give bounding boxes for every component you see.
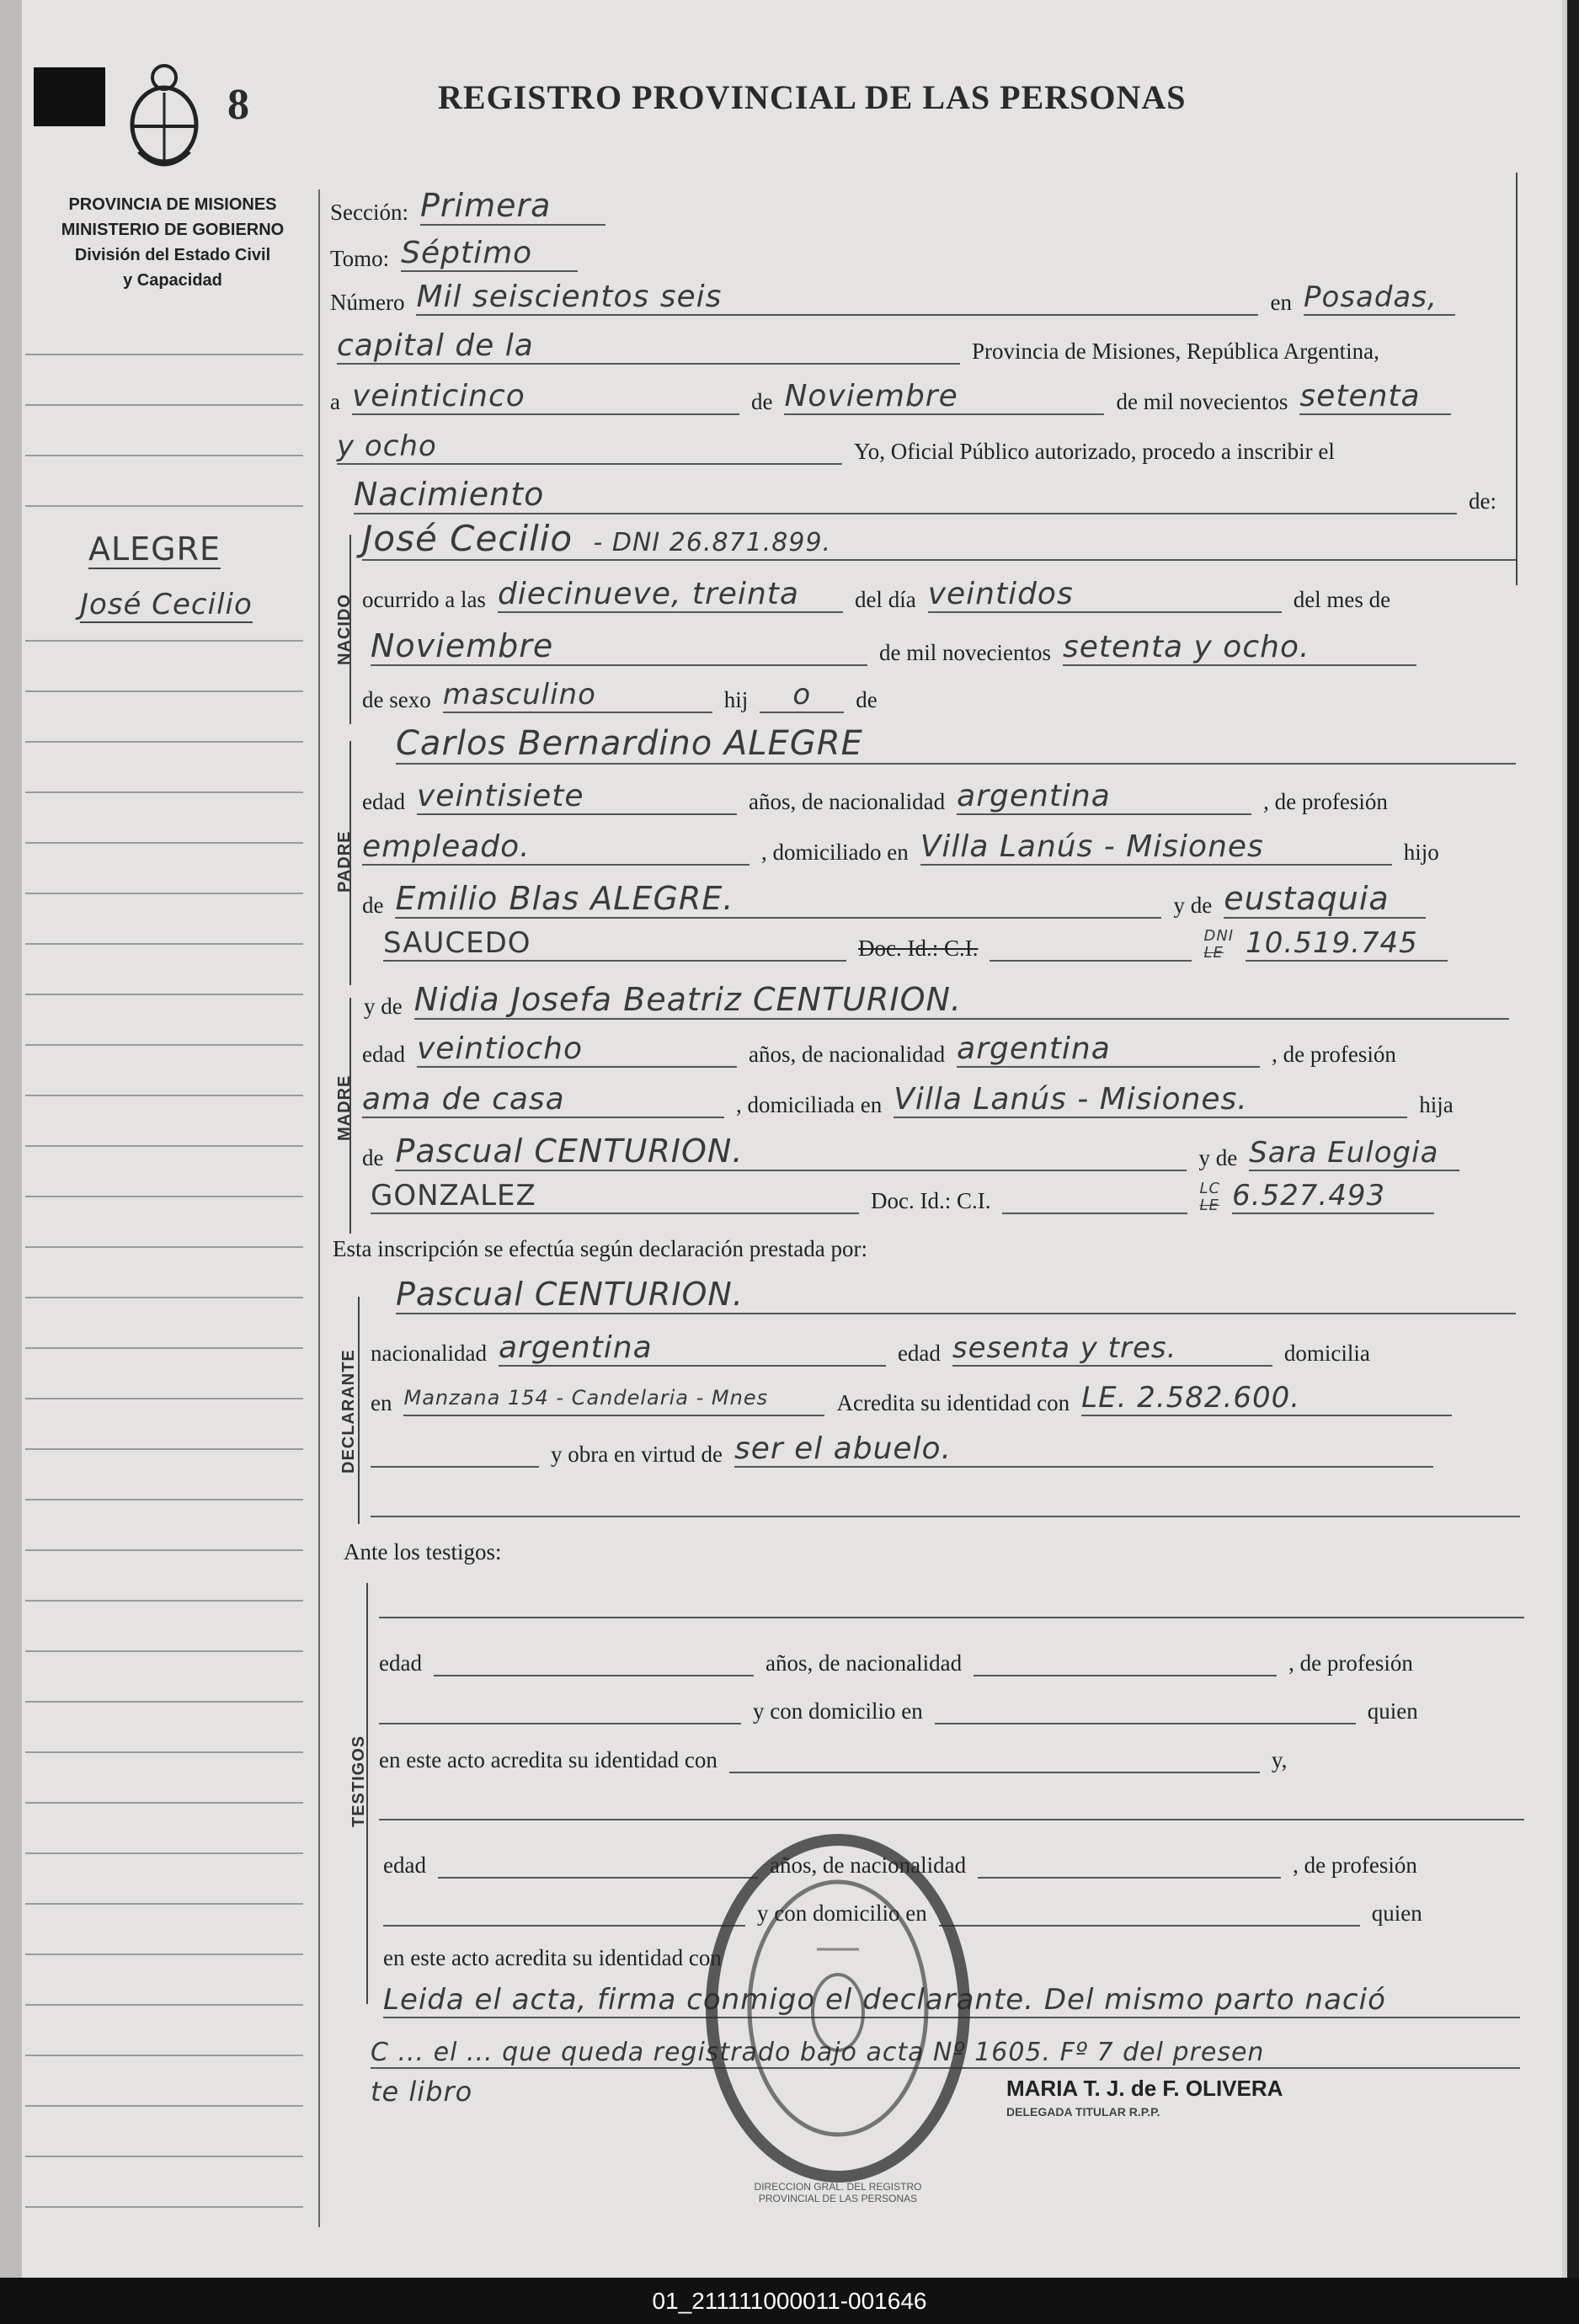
label-seccion: Sección: [330, 200, 408, 225]
official-seal-icon [699, 1823, 977, 2193]
declarante-end-line [371, 1516, 1520, 1517]
value-padre-profesion: empleado. [362, 829, 749, 866]
label-del-mes: del mes de [1293, 587, 1391, 612]
label-testigo2-quien: quien [1371, 1900, 1422, 1926]
label-padre-prof: , de profesión [1263, 789, 1388, 814]
value-declarante-domicilio: Manzana 154 - Candelaria - Mnes [403, 1386, 824, 1416]
label-declaracion: Esta inscripción se efectúa según declaración prestada por: [333, 1236, 867, 1261]
label-obra: y obra en virtud de [551, 1442, 723, 1467]
value-declarante-nombre: Pascual CENTURION. [396, 1276, 1516, 1314]
label-abuelo-paterno-de: de [362, 893, 384, 918]
label-a: a [330, 389, 340, 414]
institution-block [34, 192, 312, 293]
doc-tipo-lc: LC [1199, 1180, 1221, 1197]
row-testigo2-acredita [383, 1945, 722, 1971]
label-madre-edad: edad [362, 1042, 405, 1067]
signature-name: MARIA T. J. de F. OLIVERA [1006, 2076, 1283, 2101]
label-testigo1-prof: , de profesión [1288, 1650, 1413, 1676]
value-seccion: Primera [420, 187, 605, 226]
value-madre-profesion: ama de casa [362, 1082, 724, 1118]
value-madre-nombre: Nidia Josefa Beatriz CENTURION. [414, 981, 1509, 1020]
label-domicilia: domicilia [1283, 1341, 1370, 1366]
value-declarante-doc: LE. 2.582.600. [1081, 1381, 1452, 1416]
row-testigo1-acredita [379, 1743, 1287, 1773]
row-abuelo-materno [362, 1133, 1459, 1171]
label-de-padres: de [856, 687, 878, 712]
nota-linea-2: C ... el ... que queda registrado bajo acta Nº 1605. Fº 7 del presen [371, 2038, 1520, 2069]
row-seccion [330, 187, 605, 226]
value-abuela-materna: Sara Eulogia [1249, 1136, 1459, 1171]
testigo1-doc-blank [729, 1743, 1260, 1773]
section-padre: PADRE [335, 830, 354, 893]
row-acto [354, 476, 1496, 514]
institution-division: División del Estado Civil [74, 246, 271, 264]
row-testigo1-edad [379, 1646, 1413, 1676]
value-dia-inscripcion: veinticinco [352, 379, 739, 415]
row-abuelo-paterno [362, 880, 1426, 919]
label-acredita: Acredita su identidad con [836, 1390, 1070, 1415]
institution-ministry: MINISTERIO DE GOBIERNO [61, 221, 285, 239]
row-abuela-paterna [383, 926, 1448, 962]
archive-id: 01_211111000011-001646 [0, 2278, 1579, 2324]
label-madre-nac: años, de nacionalidad [748, 1042, 946, 1067]
label-testigo1-y: y, [1271, 1747, 1288, 1772]
label-declarante-nac: nacionalidad [371, 1341, 487, 1366]
label-tomo: Tomo: [330, 246, 390, 271]
row-declarante-virtud [371, 1431, 1433, 1468]
margin-surname: ALEGRE [88, 530, 221, 568]
value-mes-inscripcion: Noviembre [784, 379, 1104, 415]
value-padre-edad: veintisiete [417, 779, 737, 815]
value-anio-inscripcion-2: y ocho [337, 429, 842, 465]
section-nacido: NACIDO [335, 594, 354, 665]
value-declarante-virtud: ser el abuelo. [734, 1431, 1433, 1468]
value-tomo: Séptimo [401, 236, 578, 272]
value-dia-nacimiento: veintidos [928, 577, 1282, 613]
institution-capacity: y Capacidad [123, 271, 222, 290]
value-padre-nombre: Carlos Bernardino ALEGRE [396, 724, 1516, 765]
row-sexo [362, 678, 878, 713]
label-abuelo-materno-de: de [362, 1145, 384, 1170]
label-testigo1-acredita: en este acto acredita su identidad con [379, 1747, 717, 1772]
row-declaracion [333, 1236, 867, 1262]
label-ocurrido: ocurrido a las [362, 587, 486, 612]
value-madre-nacionalidad: argentina [957, 1031, 1260, 1068]
label-numero: Número [330, 290, 405, 315]
testigo2-prof-blank [383, 1896, 745, 1927]
value-madre-edad: veintiocho [417, 1031, 737, 1068]
value-numero: Mil seiscientos seis [416, 280, 1258, 316]
doc-materna-blank [1002, 1184, 1187, 1214]
row-nombre [362, 518, 1516, 561]
value-capital: capital de la [337, 328, 960, 365]
testigo2-line [379, 1819, 1524, 1820]
label-y-de-madre: y de [364, 994, 403, 1019]
row-testigo1-domicilio [379, 1694, 1418, 1724]
value-mes-nacimiento: Noviembre [371, 627, 867, 666]
label-doc-materna: Doc. Id.: C.I. [871, 1188, 991, 1213]
value-abuela-materna-doc-tipo [1199, 1181, 1220, 1214]
value-hij-suffix: o [760, 678, 844, 713]
label-de-mil-nac: de mil novecientos [879, 640, 1051, 665]
label-yo: Yo, Oficial Público autorizado, procedo a inscribir el [854, 439, 1335, 464]
label-testigo1-edad: edad [379, 1650, 422, 1676]
label-hij: hij [723, 687, 749, 712]
row-fecha-inscripcion [330, 379, 1451, 415]
row-hora [362, 577, 1390, 613]
label-abuela-paterna-y-de: y de [1173, 893, 1213, 918]
label-sexo: de sexo [362, 687, 431, 712]
label-declarante-en: en [371, 1390, 392, 1415]
row-oficial [337, 429, 1335, 465]
page-number: 8 [227, 81, 249, 129]
row-mes-nacimiento [371, 627, 1416, 666]
margin-given-name: José Cecilio [80, 588, 253, 621]
label-declarante-edad: edad [897, 1341, 941, 1366]
label-testigo1-quien: quien [1367, 1698, 1418, 1724]
value-declarante-nacionalidad: argentina [499, 1330, 886, 1367]
value-declarante-edad: sesenta y tres. [952, 1331, 1272, 1367]
label-testigo2-edad: edad [383, 1852, 426, 1878]
label-hija: hija [1419, 1092, 1454, 1117]
label-hijo: hijo [1403, 840, 1439, 865]
label-testigo2-prof: , de profesión [1293, 1852, 1417, 1878]
label-testigo2-dom: y con domicilio en [757, 1900, 927, 1926]
value-ciudad: Posadas, [1304, 280, 1455, 316]
row-madre-nombre [364, 981, 1509, 1020]
row-padre-profesion [362, 829, 1439, 866]
doc-paterna-blank [990, 931, 1192, 962]
label-abuela-materna-y-de: y de [1198, 1145, 1238, 1170]
testigo1-dom-blank [935, 1694, 1356, 1724]
row-numero [330, 280, 1455, 316]
label-testigo1-dom: y con domicilio en [753, 1698, 923, 1724]
value-nombre [362, 518, 1516, 561]
label-de-colon: de: [1469, 488, 1496, 514]
value-acto: Nacimiento [354, 476, 1457, 514]
row-ante-testigos [344, 1539, 502, 1565]
label-padre-edad: edad [362, 789, 405, 814]
row-padre-nombre [396, 724, 1516, 765]
official-seal-text: DIRECCION GRAL. DEL REGISTRO PROVINCIAL DE LAS PERSONAS [754, 2181, 922, 2204]
value-abuela-paterna: eustaquia [1224, 880, 1426, 919]
row-declarante-nombre [396, 1276, 1516, 1314]
section-madre: MADRE [335, 1074, 354, 1141]
row-madre-profesion [362, 1082, 1454, 1118]
row-padre-datos [362, 779, 1388, 815]
label-ante-testigos: Ante los testigos: [344, 1539, 502, 1564]
value-padre-nacionalidad: argentina [957, 779, 1251, 815]
label-padre-dom: , domiciliado en [761, 840, 909, 865]
value-anio-nacimiento: setenta y ocho. [1063, 630, 1416, 666]
page-title: REGISTRO PROVINCIAL DE LAS PERSONAS [438, 78, 1187, 116]
row-declarante-domicilio [371, 1381, 1452, 1416]
value-abuela-paterna-doc: 10.519.745 [1246, 926, 1448, 962]
value-abuela-materna-apellido: GONZALEZ [371, 1179, 859, 1214]
row-capital [337, 328, 1379, 365]
nota-linea-3: te libro [371, 2076, 473, 2108]
testigo1-edad-blank [434, 1646, 754, 1676]
label-provincia: Provincia de Misiones, República Argentina, [972, 338, 1379, 364]
label-doc-paterna: Doc. Id.: C.I. [858, 935, 979, 961]
value-abuela-paterna-doc-tipo [1203, 928, 1234, 962]
value-abuelo-materno: Pascual CENTURION. [395, 1133, 1187, 1171]
form-left-border [318, 189, 320, 2227]
coat-of-arms-icon [114, 59, 215, 177]
label-padre-nac: años, de nacionalidad [748, 789, 946, 814]
value-abuela-paterna-apellido: SAUCEDO [383, 926, 846, 962]
institution-province: PROVINCIA DE MISIONES [68, 195, 277, 214]
doc-tipo-dni: DNI [1203, 927, 1235, 945]
label-de: de [750, 389, 773, 414]
testigo2-dom-blank [939, 1896, 1360, 1927]
value-dni: - DNI 26.871.899. [593, 528, 832, 557]
section-testigos: TESTIGOS [349, 1735, 368, 1827]
page-binding [0, 0, 22, 2278]
value-padre-domicilio: Villa Lanús - Misiones [920, 829, 1392, 866]
value-hora: diecinueve, treinta [498, 577, 843, 613]
value-sexo: masculino [443, 678, 712, 713]
row-declarante-datos [371, 1330, 1370, 1367]
nota-linea-1: Leida el acta, firma conmigo el declarante. Del mismo parto nació [383, 1983, 1520, 2018]
label-del-dia: del día [854, 587, 916, 612]
row-tomo [330, 236, 578, 272]
virtud-blank [371, 1437, 539, 1468]
value-abuela-materna-doc: 6.527.493 [1232, 1179, 1434, 1214]
testigo1-prof-blank [379, 1694, 741, 1724]
row-abuela-materna [371, 1179, 1434, 1214]
value-madre-domicilio: Villa Lanús - Misiones. [894, 1082, 1407, 1118]
row-madre-datos [362, 1031, 1396, 1068]
signature-stamp [1006, 2076, 1283, 2119]
value-nombre-text: José Cecilio [362, 518, 573, 559]
label-madre-dom: , domiciliada en [736, 1092, 883, 1117]
label-madre-prof: , de profesión [1272, 1042, 1396, 1067]
label-testigo2-anos: años, de nacionalidad [769, 1852, 967, 1878]
doc-tipo-le: LE [1203, 944, 1224, 962]
form-right-border [1516, 173, 1518, 585]
label-testigo1-anos: años, de nacionalidad [765, 1650, 963, 1676]
doc-tipo-le-materna: LE [1199, 1197, 1219, 1214]
signature-title: DELEGADA TITULAR R.P.P. [1006, 2105, 1160, 2119]
binding-tab [34, 67, 105, 126]
testigo2-nac-blank [978, 1848, 1281, 1879]
value-anio-inscripcion: setenta [1299, 379, 1451, 415]
label-en: en [1270, 290, 1292, 315]
section-declarante: DECLARANTE [339, 1349, 358, 1474]
testigo1-nac-blank [974, 1646, 1277, 1676]
label-testigo2-acredita: en este acto acredita su identidad con [383, 1945, 722, 1970]
label-de-mil: de mil novecientos [1116, 389, 1288, 414]
value-abuelo-paterno: Emilio Blas ALEGRE. [395, 880, 1161, 919]
testigo1-line [379, 1617, 1524, 1618]
